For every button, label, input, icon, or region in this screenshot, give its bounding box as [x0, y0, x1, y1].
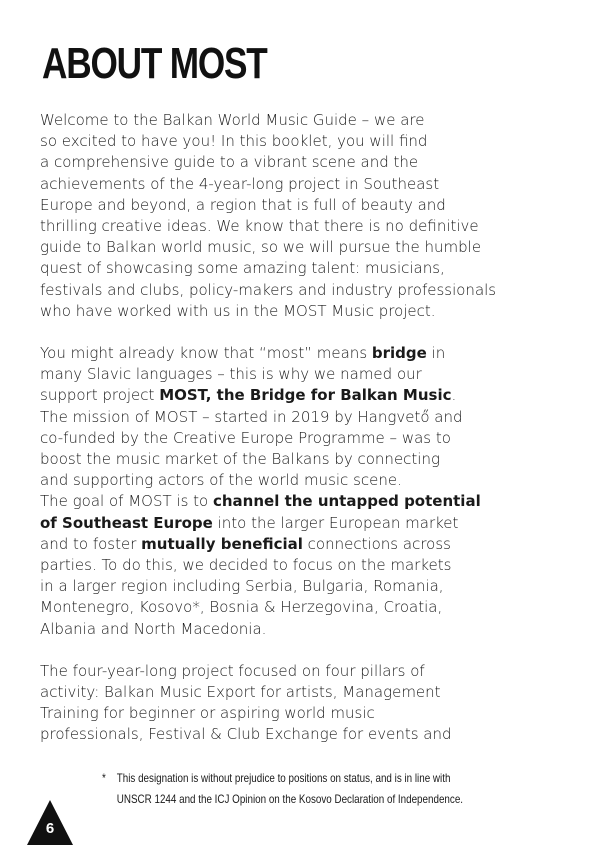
text-line — [40, 428, 520, 449]
text-run: Montenegro, Kosovo*, Bosnia & Herzegovina, Croatia, — [40, 598, 443, 617]
text-run: The four-year-long project focused on four pillars of — [40, 661, 425, 680]
text-line — [40, 555, 520, 576]
text-line — [40, 152, 520, 173]
text-line — [40, 131, 520, 152]
text-run: Training for beginner or aspiring world music — [40, 704, 375, 723]
text-run: Welcome to the Balkan World Music Guide – we are — [40, 111, 425, 129]
text-line — [40, 216, 520, 237]
text-line — [40, 597, 520, 618]
bold-text: of Southeast Europe — [40, 513, 213, 532]
text-run: co-funded by the Creative Europe Programme – was to — [40, 428, 451, 447]
text-run: so excited to have you! In this booklet, you will find — [40, 132, 428, 151]
text-line — [40, 724, 520, 745]
bold-text: channel the untapped potential — [212, 492, 481, 511]
text-run: in a larger region including Serbia, Bulgaria, Romania, — [40, 577, 444, 596]
text-run: and supporting actors of the world music scene. — [40, 471, 402, 490]
text-line — [40, 174, 520, 195]
text-run: achievements of the 4-year-long project in Southeast — [40, 174, 440, 193]
text-line — [40, 407, 520, 428]
text-line — [40, 513, 520, 534]
page-number: 6 — [45, 820, 55, 837]
text-run: connections across — [302, 534, 451, 553]
text-run: The goal of MOST is to — [40, 492, 213, 511]
text-run: You might already know that “most” means — [40, 344, 372, 363]
text-line — [40, 661, 520, 682]
text-run: thrilling creative ideas. We know that there is no definitive — [40, 217, 479, 236]
text-line — [40, 280, 520, 301]
page-number-badge — [27, 800, 73, 845]
footnote-line-1 — [102, 768, 487, 789]
text-line — [40, 682, 520, 703]
paragraph — [40, 110, 520, 322]
text-run: into the larger European market — [212, 513, 459, 532]
text-run: . — [451, 386, 457, 405]
text-line — [40, 343, 520, 364]
text-run: Europe and beyond, a region that is full of beauty and — [40, 195, 446, 214]
footnote — [102, 768, 487, 810]
footnote-line-2: UNSCR 1244 and the ICJ Opinion on the Kosovo Declaration of Independence. — [116, 792, 464, 806]
text-run: festivals and clubs, policy-makers and industry professionals — [40, 280, 497, 299]
text-run: professionals, Festival & Club Exchange for events and — [40, 725, 452, 744]
text-run: guide to Balkan world music, so we will pursue the humble — [40, 238, 482, 257]
bold-text: MOST, the Bridge for Balkan Music — [159, 386, 452, 405]
text-run: who have worked with us in the MOST Music project. — [40, 301, 436, 320]
text-run: a comprehensive guide to a vibrant scene and the — [40, 153, 419, 172]
body-text — [40, 110, 520, 767]
bold-text: mutually beneficial — [141, 534, 303, 553]
text-run: The mission of MOST – started in 2019 by Hangvető and — [40, 407, 463, 426]
text-run: parties. To do this, we decided to focus on the markets — [40, 556, 452, 575]
text-line — [40, 385, 520, 406]
paragraph — [40, 343, 520, 640]
text-run: and to foster — [40, 534, 142, 553]
text-run: activity: Balkan Music Export for artists, Management — [40, 683, 441, 702]
text-run: many Slavic languages – this is why we named our — [40, 365, 422, 384]
text-run: in — [426, 344, 446, 363]
text-run: support project — [40, 386, 160, 405]
text-line — [40, 364, 520, 385]
text-line — [40, 110, 520, 131]
text-line — [40, 703, 520, 724]
text-line — [40, 449, 520, 470]
text-line — [40, 237, 520, 258]
text-run: Albania and North Macedonia. — [40, 619, 267, 638]
text-line — [40, 470, 520, 491]
text-line — [40, 534, 520, 555]
text-line — [40, 301, 520, 322]
text-line — [40, 195, 520, 216]
footnote-text-1: This designation is without prejudice to positions on status, and is in line with — [116, 771, 451, 785]
text-run: boost the music market of the Balkans by connecting — [40, 450, 440, 469]
text-run: quest of showcasing some amazing talent: musicians, — [40, 259, 445, 278]
text-line — [40, 491, 520, 512]
page-title: ABOUT MOST — [42, 39, 267, 88]
bold-text: bridge — [371, 344, 427, 363]
text-line — [40, 576, 520, 597]
text-line — [40, 258, 520, 279]
paragraph — [40, 661, 520, 746]
footnote-marker: * — [102, 771, 106, 785]
text-line — [40, 619, 520, 640]
